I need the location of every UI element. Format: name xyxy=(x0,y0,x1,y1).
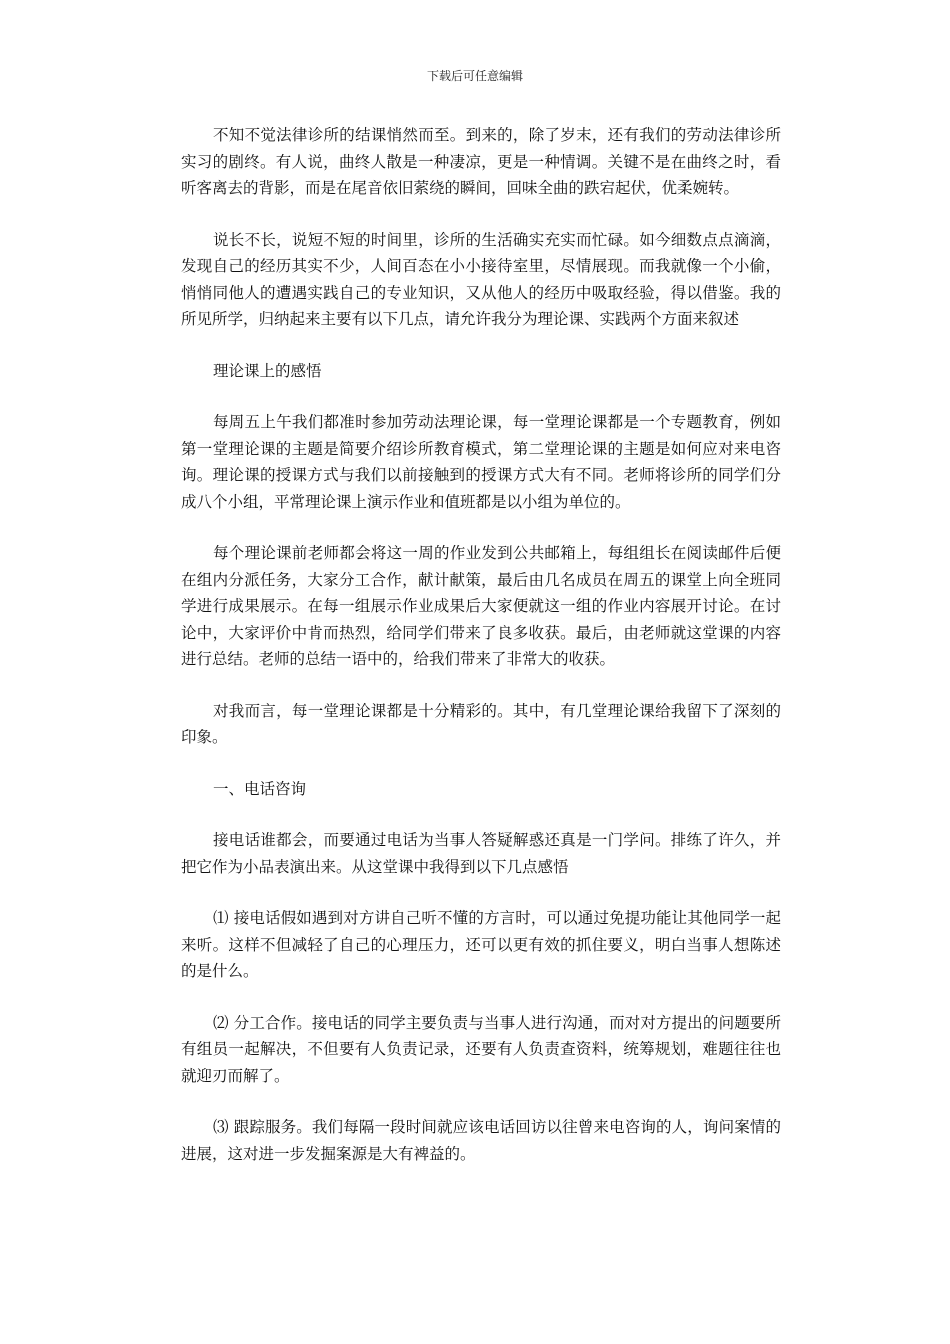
paragraph-theory-class: 每周五上午我们都准时参加劳动法理论课，每一堂理论课都是一个专题教育，例如第一堂理论课的主题是简要介绍诊所教育模式，第二堂理论课的主题是如何应对来电咨询。理论课的授课方式与我们以前接触到的授课方式大有不同。老师将诊所的同学们分成八个小组，平常理论课上演示作业和值班都是以小组为单位的。 xyxy=(181,413,781,511)
paragraph-impression: 对我而言，每一堂理论课都是十分精彩的。其中，有几堂理论课给我留下了深刻的印象。 xyxy=(181,701,781,746)
document-body xyxy=(181,122,781,1192)
paragraph-phone-intro: 接电话谁都会，而要通过电话为当事人答疑解惑还真是一门学问。排练了许久，并把它作为小品表演出来。从这堂课中我得到以下几点感悟 xyxy=(181,831,781,876)
list-item-3: ⑶ 跟踪服务。我们每隔一段时间就应该电话回访以往曾来电咨询的人，询问案情的进展，这对进一步发掘案源是大有裨益的。 xyxy=(181,1118,781,1163)
section-heading-theory: 理论课上的感悟 xyxy=(213,361,322,380)
paragraph-homework: 每个理论课前老师都会将这一周的作业发到公共邮箱上，每组组长在阅读邮件后便在组内分派任务，大家分工合作，献计献策，最后由几名成员在周五的课堂上向全班同学进行成果展示。在每一组展示作业成果后大家便就这一组的作业内容展开讨论。在讨论中，大家评价中肯而热烈，给同学们带来了良多收获。最后，由老师就这堂课的内容进行总结。老师的总结一语中的，给我们带来了非常大的收获。 xyxy=(181,544,781,668)
page-header: 下载后可任意编辑 xyxy=(426,69,523,83)
list-item-2: ⑵ 分工合作。接电话的同学主要负责与当事人进行沟通，而对对方提出的问题要所有组员一起解决，不但要有人负责记录，还要有人负责查资料，统筹规划，难题往往也就迎刃而解了。 xyxy=(181,1013,781,1085)
section-heading-phone: 一、电话咨询 xyxy=(213,779,307,798)
paragraph-intro: 不知不觉法律诊所的结课悄然而至。到来的，除了岁末，还有我们的劳动法律诊所实习的剧终。有人说，曲终人散是一种凄凉，更是一种情调。关键不是在曲终之时，看听客离去的背影，而是在尾音依旧萦绕的瞬间，回味全曲的跌宕起伏，优柔婉转。 xyxy=(181,126,781,197)
paragraph-overview: 说长不长，说短不短的时间里，诊所的生活确实充实而忙碌。如今细数点点滴滴，发现自己的经历其实不少，人间百态在小小接待室里，尽情展现。而我就像一个小偷，悄悄同他人的遭遇实践自己的专业知识，又从他人的经历中吸取经验，得以借鉴。我的所见所学，归纳起来主要有以下几点，请允许我分为理论课、实践两个方面来叙述 xyxy=(181,230,781,328)
list-item-1: ⑴ 接电话假如遇到对方讲自己听不懂的方言时，可以通过免提功能让其他同学一起来听。这样不但减轻了自己的心理压力，还可以更有效的抓住要义，明白当事人想陈述的是什么。 xyxy=(181,909,781,980)
